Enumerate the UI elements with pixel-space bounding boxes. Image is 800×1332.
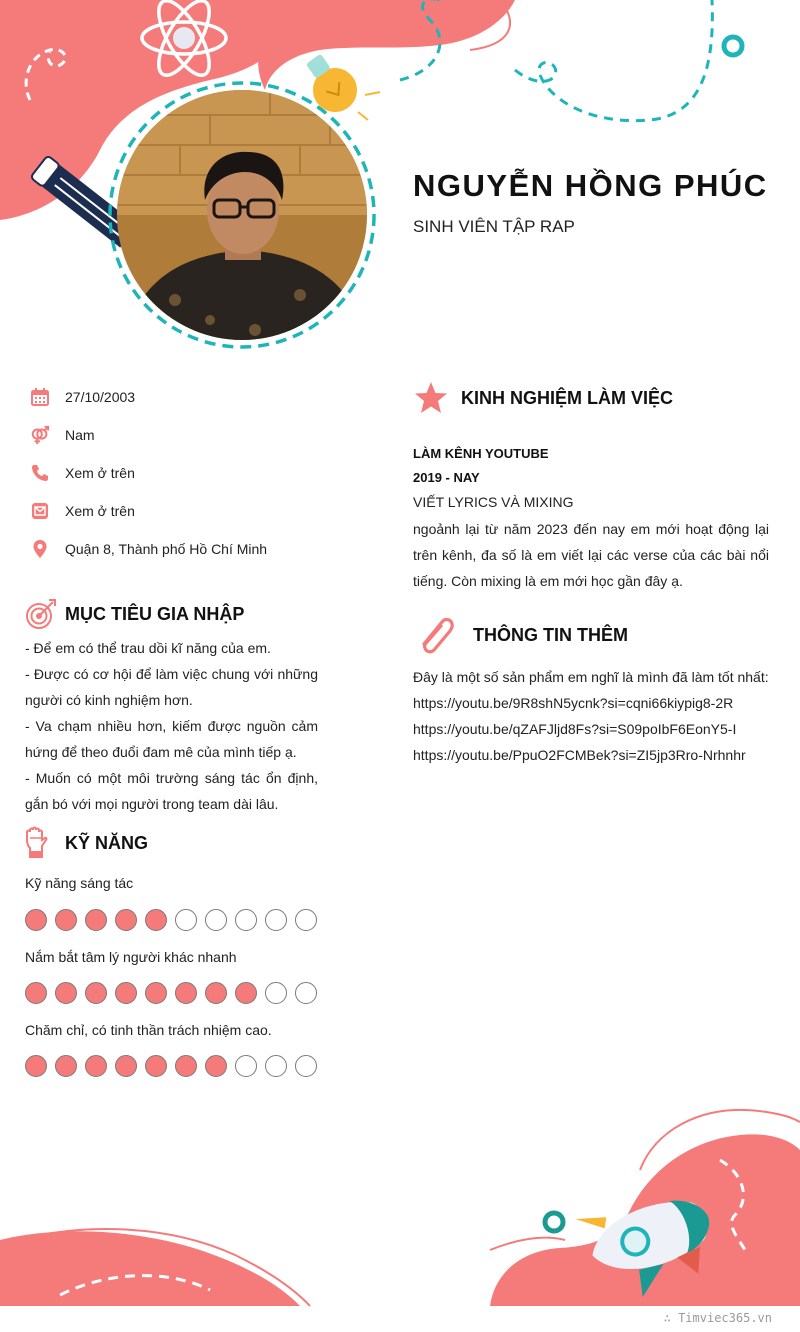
product-link[interactable]: https://youtu.be/qZAFJljd8Fs?si=S09poIbF6EonY5-I: [413, 721, 737, 737]
calendar-icon: [30, 387, 50, 407]
skill-name: Kỹ năng sáng tác: [25, 875, 134, 891]
info-birthday: [30, 385, 136, 409]
skill-rating: [25, 982, 317, 1004]
rating-dot-filled: [175, 1055, 197, 1077]
phone-icon: [30, 463, 50, 483]
objective-line: - Va chạm nhiều hơn, kiếm được nguồn cảm hứng để theo đuổi đam mê của mình tiếp ạ.: [25, 718, 318, 760]
rating-dot-filled: [25, 982, 47, 1004]
rating-dot-filled: [205, 1055, 227, 1077]
rating-dot-empty: [235, 1055, 257, 1077]
product-link[interactable]: https://youtu.be/9R8shN5ycnk?si=cqni66kiypig8-2R: [413, 695, 734, 711]
experience-period: 2019 - NAY: [413, 470, 480, 485]
gender-icon: [30, 425, 50, 445]
candidate-title: SINH VIÊN TẬP RAP: [413, 217, 575, 236]
product-link[interactable]: https://youtu.be/PpuO2FCMBek?si=ZI5jp3Rro-Nrhnhr: [413, 747, 746, 763]
avatar: [110, 85, 380, 360]
info-phone: [30, 461, 135, 485]
email-icon: [30, 501, 50, 521]
top-wave-blob: [258, 0, 515, 90]
rating-dot-empty: [265, 982, 287, 1004]
rating-dot-empty: [295, 909, 317, 931]
candidate-name: NGUYỄN HỒNG PHÚC: [413, 168, 768, 203]
rating-dot-filled: [115, 982, 137, 1004]
rating-dot-filled: [55, 1055, 77, 1077]
skill-rating: [25, 909, 317, 931]
section-title: KỸ NĂNG: [65, 832, 149, 853]
info-text: Xem ở trên: [65, 465, 135, 481]
info-email: [30, 499, 135, 523]
watermark: [664, 1311, 772, 1325]
rating-dot-empty: [235, 909, 257, 931]
info-text: Xem ở trên: [65, 503, 135, 519]
rating-dot-empty: [205, 909, 227, 931]
rating-dot-filled: [145, 909, 167, 931]
section-title: THÔNG TIN THÊM: [473, 624, 628, 645]
rating-dot-filled: [145, 1055, 167, 1077]
rating-dot-empty: [175, 909, 197, 931]
rating-dot-filled: [55, 982, 77, 1004]
teal-ring: [724, 37, 742, 55]
objective-line: - Được có cơ hội để làm việc chung với những người có kinh nghiệm hơn.: [25, 666, 318, 708]
rating-dot-filled: [85, 1055, 107, 1077]
rating-dot-filled: [85, 909, 107, 931]
bottom-left-blob: [0, 1231, 300, 1306]
rating-dot-empty: [295, 982, 317, 1004]
additional-intro: Đây là một số sản phẩm em nghĩ là mình đã làm tốt nhất:: [413, 669, 769, 685]
rating-dot-filled: [25, 909, 47, 931]
info-text: Quận 8, Thành phố Hồ Chí Minh: [65, 541, 268, 557]
info-text: Nam: [65, 427, 95, 443]
watermark-text: Timviec365.vn: [678, 1311, 772, 1325]
experience-description: ngoảnh lại từ năm 2023 đến nay em mới hoạt động lại trên kênh, đa số là em viết lại các verse của các bài nổi tiếng. Còn mixing là em mới học gần đây ạ.: [413, 521, 769, 589]
experience-heading: [413, 380, 673, 416]
location-icon: [30, 539, 50, 559]
watermark-logo-icon: ∴: [663, 1311, 679, 1325]
rating-dot-empty: [295, 1055, 317, 1077]
rating-dot-filled: [175, 982, 197, 1004]
fist-icon: [24, 826, 48, 860]
section-title: KINH NGHIỆM LÀM VIỆC: [461, 387, 674, 408]
rating-dot-filled: [115, 1055, 137, 1077]
rating-dot-filled: [205, 982, 227, 1004]
objective-line: - Để em có thể trau dồi kĩ năng của em.: [25, 640, 271, 656]
objective-line: - Muốn có một môi trường sáng tác ổn định, gắn bó với mọi người trong team dài lâu.: [25, 770, 318, 812]
additional-heading: [416, 614, 628, 656]
paperclip-icon: [416, 614, 458, 656]
rating-dot-filled: [85, 982, 107, 1004]
rating-dot-filled: [145, 982, 167, 1004]
info-address: [30, 537, 268, 561]
info-text: 27/10/2003: [65, 389, 136, 405]
skills-heading: [24, 826, 148, 860]
skill-name: Chăm chỉ, có tinh thần trách nhiệm cao.: [25, 1022, 272, 1038]
section-title: MỤC TIÊU GIA NHẬP: [65, 603, 245, 624]
info-gender: [30, 423, 95, 447]
rating-dot-empty: [265, 1055, 287, 1077]
experience-company: LÀM KÊNH YOUTUBE: [413, 446, 549, 461]
rating-dot-filled: [235, 982, 257, 1004]
rating-dot-empty: [265, 909, 287, 931]
objective-heading: [24, 597, 244, 631]
skill-name: Nắm bắt tâm lý người khác nhanh: [25, 949, 237, 965]
rating-dot-filled: [115, 909, 137, 931]
rating-dot-filled: [25, 1055, 47, 1077]
objective-text: [25, 635, 318, 817]
experience-position: VIẾT LYRICS VÀ MIXING: [413, 494, 574, 510]
target-icon: [24, 597, 58, 631]
rating-dot-filled: [55, 909, 77, 931]
skill-rating: [25, 1055, 317, 1077]
star-icon: [413, 380, 449, 416]
dashed-curl-right: [515, 0, 712, 121]
